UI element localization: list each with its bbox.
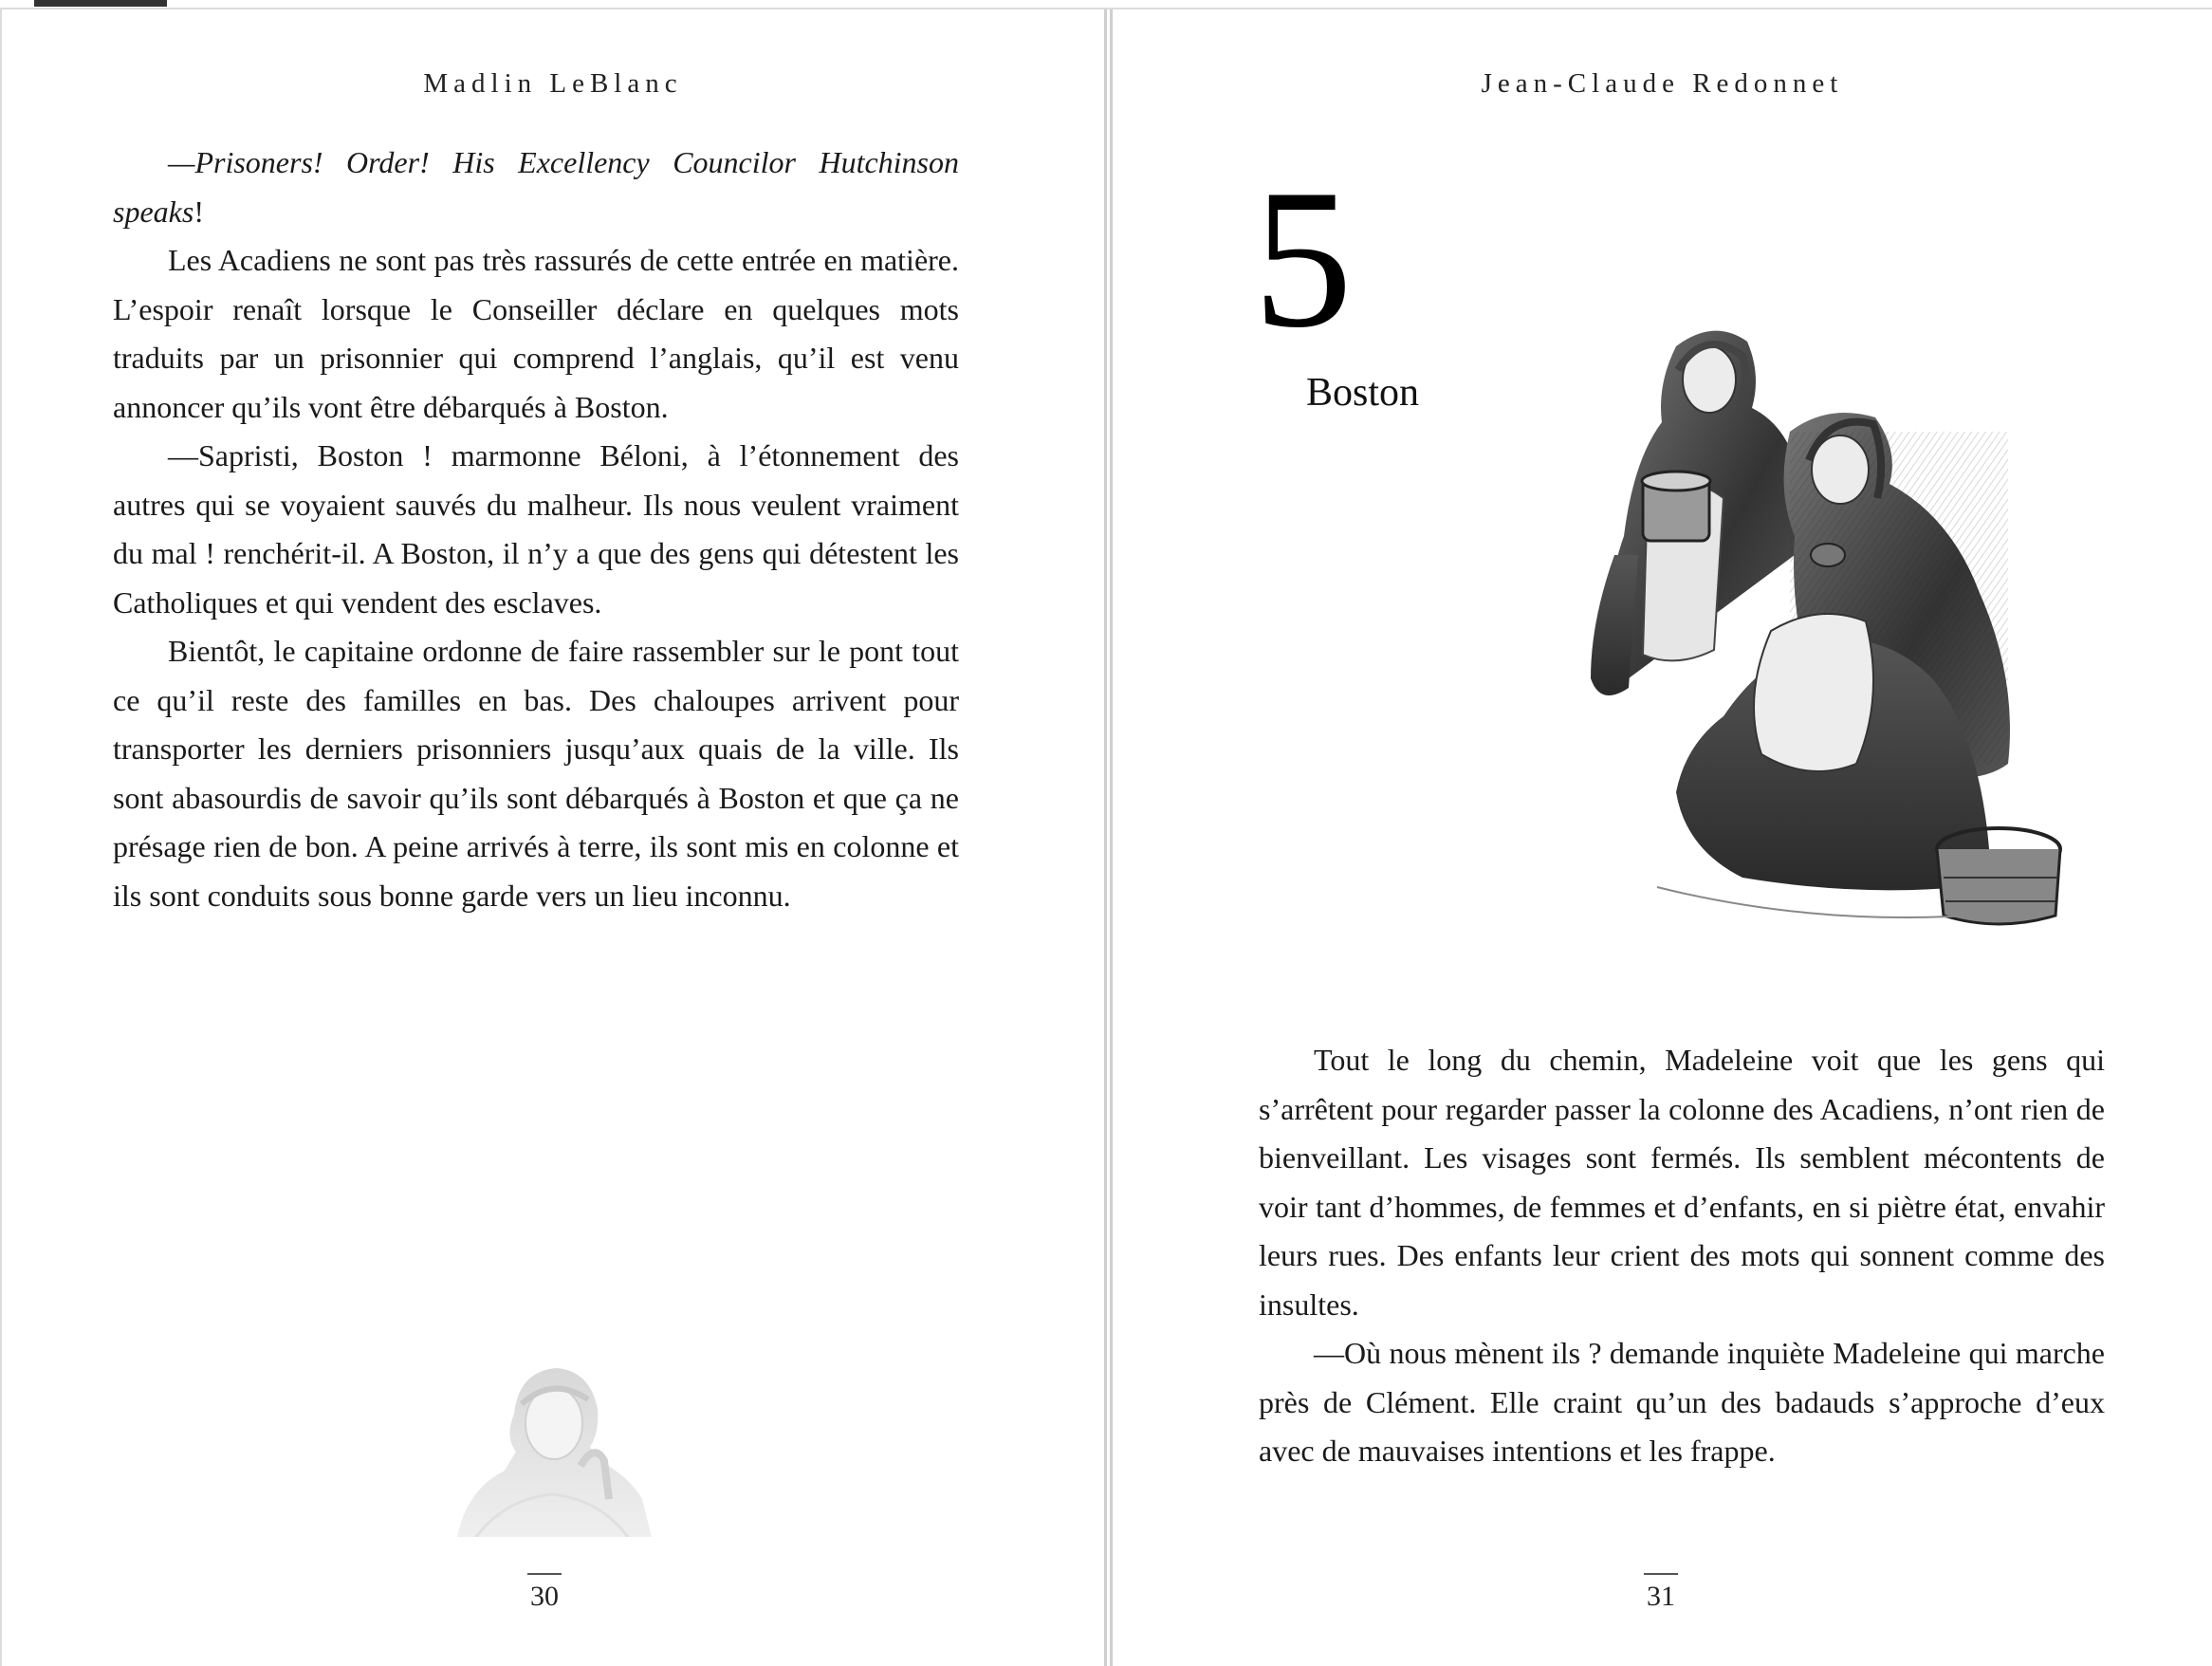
chapter-title: Boston (1306, 371, 1420, 415)
reading-progress-bar (0, 0, 2212, 9)
page-number: 30 (507, 1573, 582, 1613)
paragraph: —Où nous mènent ils ? demande inquiète Madeleine qui marche près de Clément. Elle craint qu’un des badauds s’approche d’eux avec de mauvaises intentions et les frappe. (1259, 1336, 2105, 1468)
girl-illustration (448, 1357, 656, 1537)
page-number: 31 (1623, 1573, 1699, 1613)
running-head-author: Madlin LeBlanc (423, 68, 683, 99)
paragraph: Les Acadiens ne sont pas très rassurés de cette entrée en matière. L’espoir renaît lorsque le Conseiller déclare en quelques mots traduits par un prisonnier qui comprend l’anglais, qu’il est venu annoncer qu’ils vont être débarqués à Boston. (113, 243, 959, 424)
reading-progress-fill (34, 0, 167, 7)
paragraph: Bientôt, le capitaine ordonne de faire rassembler sur le pont tout ce qu’il reste des familles en bas. Des chaloupes arrivent pour transporter les derniers prisonniers jusqu’aux quais de la ville. Ils sont abasourdis de savoir qu’ils sont débarqués à Boston et que ça ne présage rien de bon. A peine arrivés à terre, ils sont mis en colonne et ils sont conduits sous bonne garde vers un lieu inconnu. (113, 634, 959, 913)
left-page-text (113, 139, 959, 920)
running-head-title: Jean-Claude Redonnet (1481, 68, 1844, 99)
paragraph: —Sapristi, Boston ! marmonne Béloni, à l’étonnement des autres qui se voyaient sauvés du malheur. Ils nous veulent vraiment du mal ! renchérit-il. A Boston, il n’y a que des gens qui détestent les Catholiques et qui vendent des esclaves. (113, 438, 959, 620)
two-women-illustration (1572, 318, 2065, 935)
left-page[interactable] (0, 9, 1107, 1666)
right-page[interactable] (1110, 9, 2212, 1666)
paragraph: Tout le long du chemin, Madeleine voit que les gens qui s’arrêtent pour regarder passer la colonne des Acadiens, n’ont rien de bienveillant. Les visages sont fermés. Ils semblent mécontents de voir tant d’hommes, de femmes et d’enfants, en si piètre état, envahir leurs rues. Des enfants leur crient des mots qui sonnent comme des insultes. (1259, 1043, 2105, 1322)
right-page-text (1259, 1036, 2105, 1476)
paragraph: —Prisoners! Order! His Excellency Councilor Hutchinson speaks! (113, 145, 959, 229)
chapter-number: 5 (1253, 149, 1353, 369)
